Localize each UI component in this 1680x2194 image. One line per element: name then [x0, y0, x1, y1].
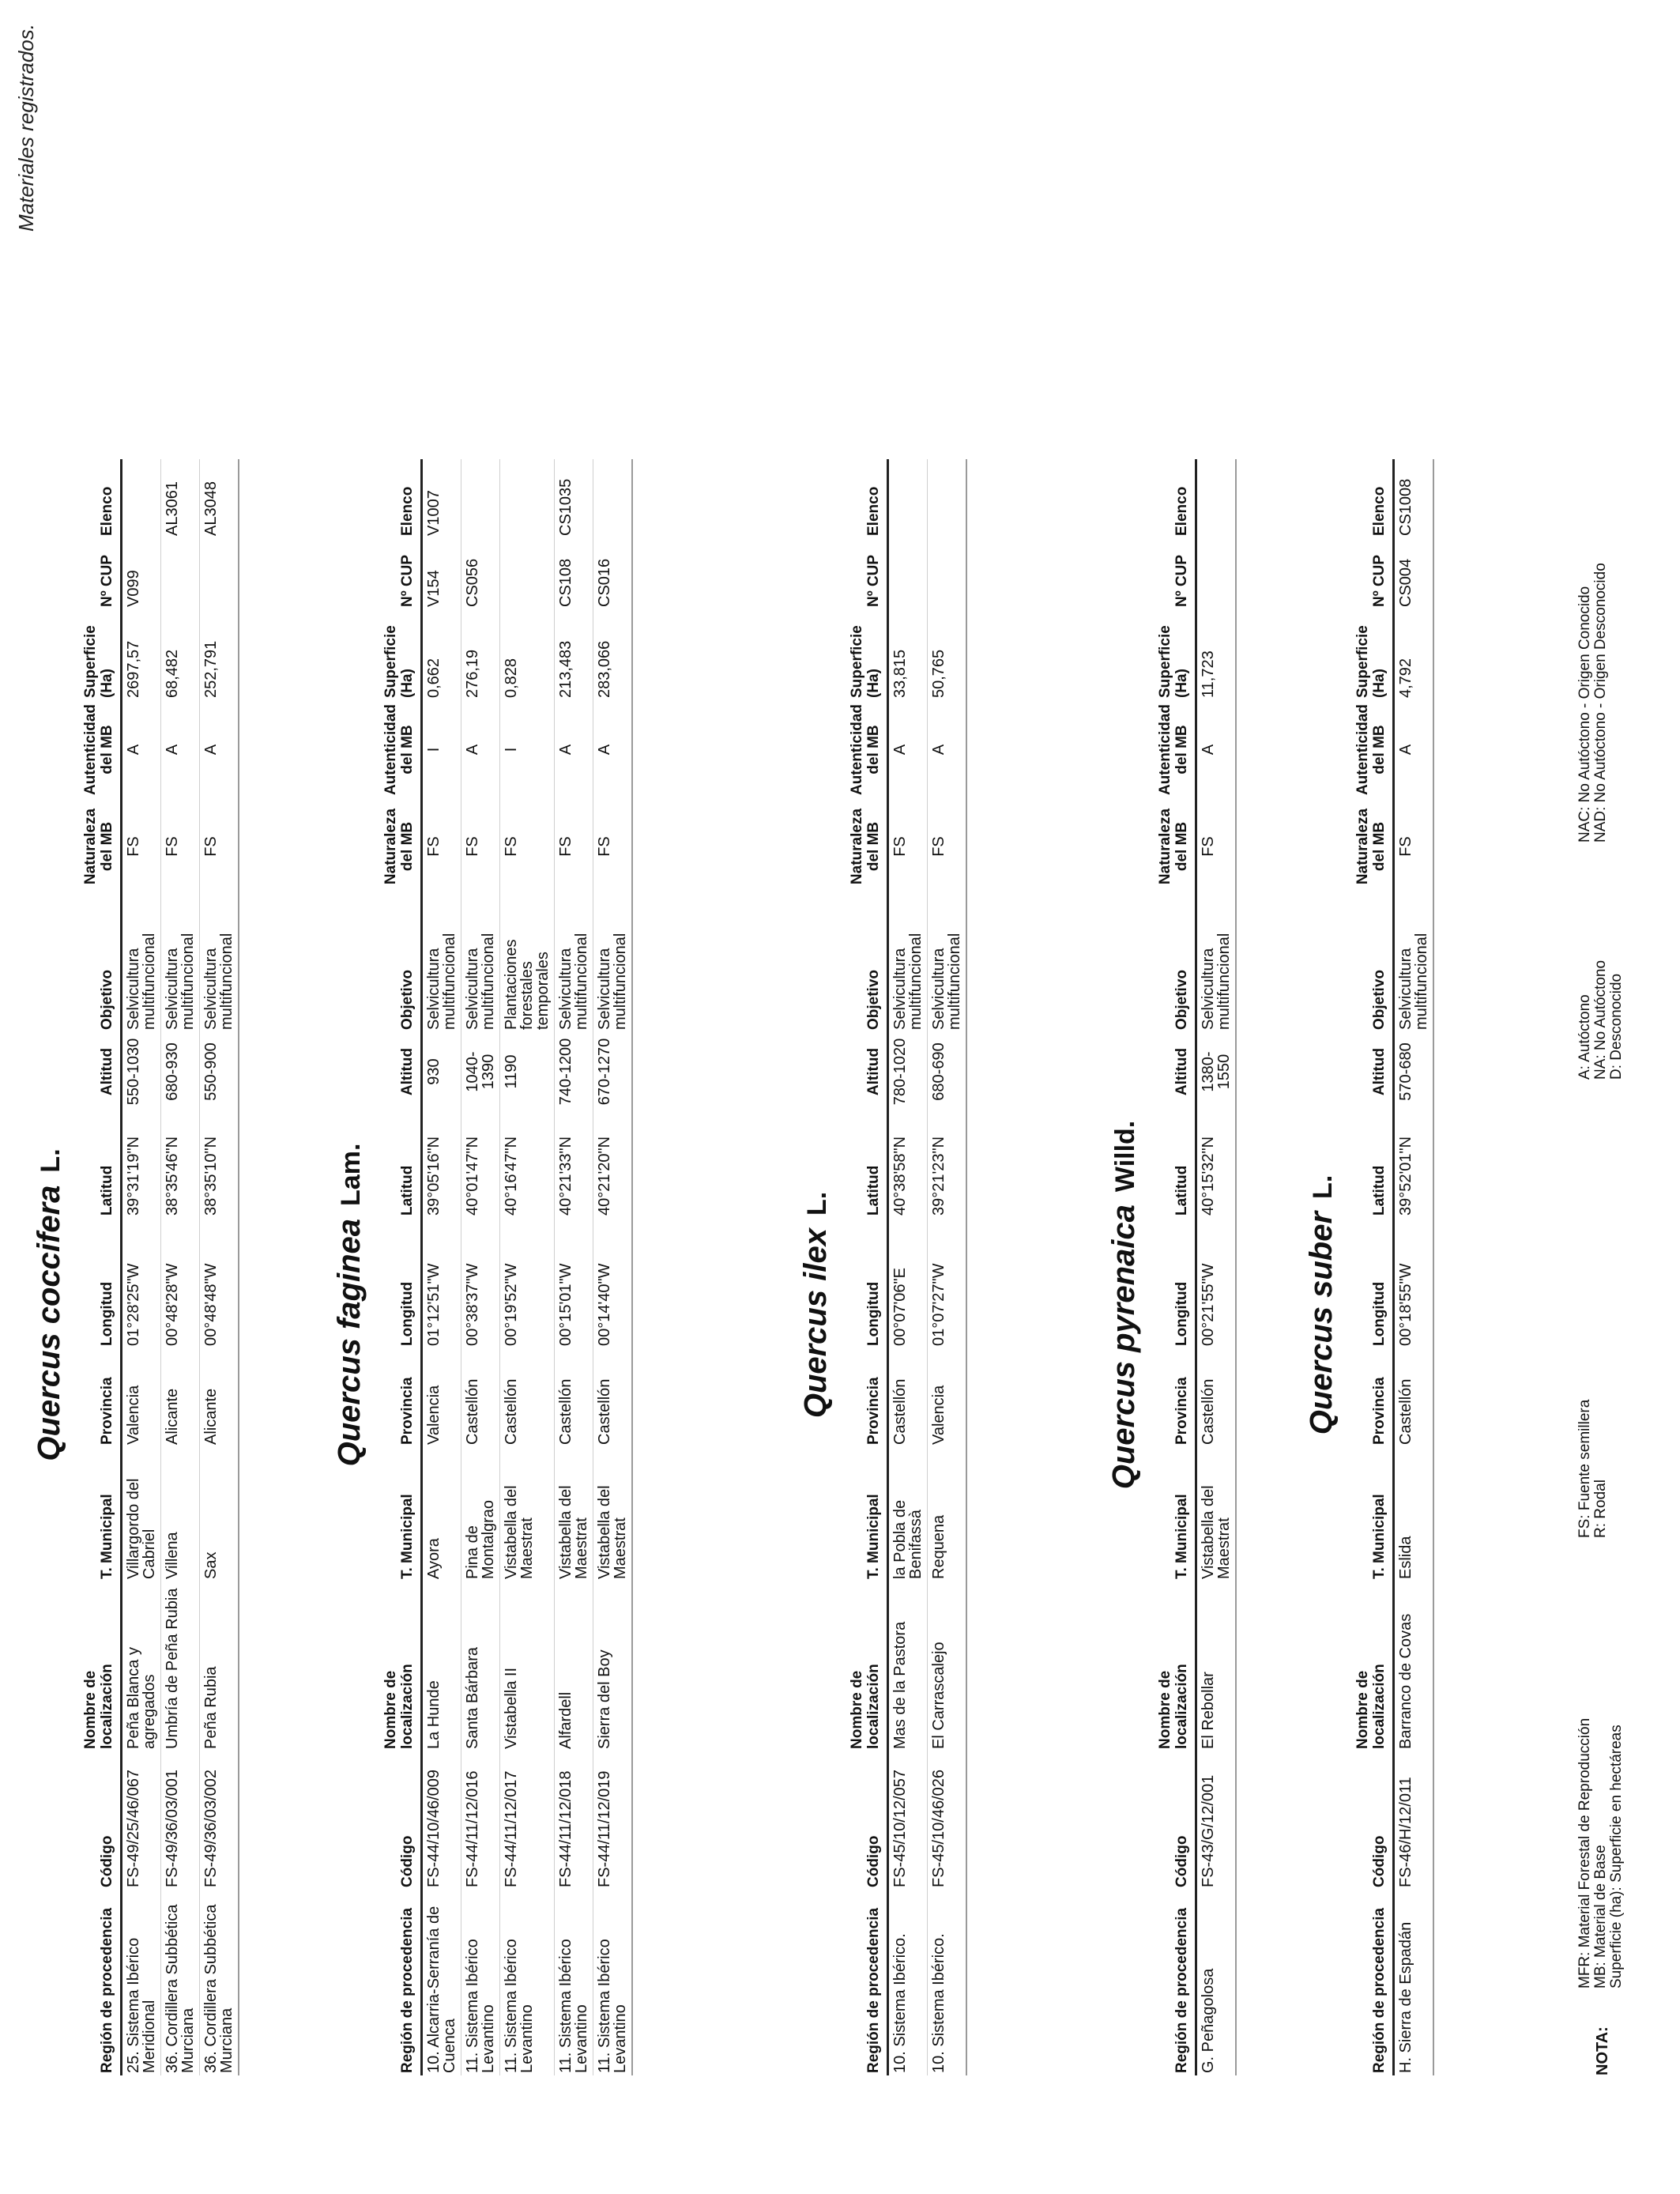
col-longitud-cell: 00°48'48"W	[202, 1263, 220, 1346]
col-superficie-cell: 213,483	[557, 640, 574, 698]
col-autenticidad-cell: A	[1397, 744, 1414, 756]
col-municipal-cell: Sax	[202, 1551, 220, 1579]
col-provincia-header: Provincia	[1173, 1377, 1190, 1445]
col-elenco-header: Elenco	[99, 486, 115, 536]
species-title	[332, 534, 382, 2075]
col-elenco-cell	[593, 459, 633, 538]
col-codigo-cell: FS-44/11/12/017	[503, 1770, 520, 1887]
col-municipal-cell: Vistabella del Maestrat	[596, 1485, 629, 1579]
col-superficie-header: Superficie (Ha)	[1354, 625, 1388, 698]
col-longitud-cell: 00°15'01"W	[557, 1263, 574, 1346]
col-objetivo-cell: Selvicultura multifuncional	[557, 933, 590, 1030]
col-longitud-header: Longitud	[1173, 1281, 1190, 1346]
col-codigo-cell: FS-49/36/03/001	[164, 1770, 181, 1887]
col-objetivo-cell: Selvicultura multifuncional	[891, 933, 925, 1030]
col-superficie-header: Superficie (Ha)	[1157, 625, 1190, 698]
col-latitud-cell: 39°31'19"N	[125, 1136, 142, 1216]
col-cup-cell	[1196, 538, 1237, 609]
col-cup-cell	[200, 538, 239, 609]
col-altitud-header: Altitud	[1173, 1047, 1190, 1096]
table-row	[888, 459, 928, 2075]
col-region-cell: 36. Cordillera Subbética Murciana	[164, 1904, 197, 2073]
col-cup-cell: CS108	[557, 558, 574, 607]
col-cup-cell: CS056	[464, 558, 481, 607]
col-latitud-cell: 39°21'23"N	[930, 1136, 947, 1216]
col-cup-header: Nº CUP	[1371, 554, 1388, 607]
col-latitud-cell: 40°01'47"N	[464, 1136, 481, 1216]
species-section	[1106, 486, 1237, 2075]
col-municipal-cell: Villena	[164, 1532, 181, 1579]
note-line: Superficie (ha): Superficie en hectáreas	[1608, 1725, 1625, 1989]
col-region-cell: 10. Sistema Ibérico.	[891, 1933, 909, 2073]
col-altitud-header: Altitud	[399, 1047, 416, 1096]
col-superficie-cell: 11,723	[1200, 650, 1217, 698]
col-nombre-header: Nombre de localización	[382, 1664, 416, 1749]
col-nombre-header: Nombre de localización	[849, 1664, 882, 1749]
col-altitud-cell: 680-690	[930, 1042, 947, 1101]
species-section	[1304, 478, 1434, 2075]
col-region-cell: H. Sierra de Espadán	[1397, 1921, 1414, 2073]
col-longitud-cell: 01°07'27"W	[930, 1263, 947, 1346]
col-objetivo-header: Objetivo	[1371, 969, 1388, 1030]
col-codigo-header: Código	[99, 1835, 115, 1887]
col-superficie-cell: 0,828	[503, 658, 520, 698]
species-title	[1304, 534, 1354, 2075]
col-objetivo-cell: Selvicultura multifuncional	[202, 933, 235, 1030]
materials-table	[849, 459, 967, 2075]
table-row	[593, 459, 633, 2075]
col-nombre-header: Nombre de localización	[1157, 1664, 1190, 1749]
col-elenco-cell	[1196, 459, 1237, 538]
col-provincia-cell: Castellón	[596, 1378, 613, 1445]
col-objetivo-header: Objetivo	[1173, 969, 1190, 1030]
col-codigo-cell: FS-44/10/46/009	[425, 1770, 443, 1887]
col-superficie-cell: 68,482	[164, 649, 181, 698]
col-region-cell: 36. Cordillera Subbética Murciana	[202, 1904, 235, 2073]
col-codigo-header: Código	[865, 1835, 882, 1887]
col-nombre-cell: Vistabella II	[503, 1667, 520, 1749]
col-objetivo-cell: Selvicultura multifuncional	[164, 933, 197, 1030]
col-provincia-header: Provincia	[399, 1377, 416, 1445]
col-nombre-cell: Alfardell	[557, 1691, 574, 1749]
table-row	[500, 459, 555, 2075]
col-superficie-header: Superficie (Ha)	[849, 625, 882, 698]
col-naturaleza-header: Naturaleza del MB	[382, 808, 416, 885]
note-line: R: Rodal	[1592, 1480, 1609, 1538]
col-nombre-cell: El Carrascalejo	[930, 1642, 947, 1749]
col-municipal-header: T. Municipal	[1173, 1494, 1190, 1579]
col-longitud-cell: 00°38'37"W	[464, 1263, 481, 1346]
col-longitud-cell: 00°19'52"W	[503, 1263, 520, 1346]
col-codigo-header: Código	[399, 1835, 416, 1887]
col-provincia-cell: Valencia	[930, 1385, 947, 1445]
species-title	[32, 534, 82, 2075]
col-cup-cell: CS004	[1397, 558, 1414, 607]
col-objetivo-cell: Selvicultura multifuncional	[425, 933, 458, 1030]
col-autenticidad-cell: A	[164, 744, 181, 756]
col-elenco-cell	[122, 459, 161, 538]
col-region-header: Región de procedencia	[399, 1907, 416, 2073]
table-row	[928, 459, 967, 2075]
col-codigo-header: Código	[1371, 1835, 1388, 1887]
col-nombre-cell: Santa Bárbara	[464, 1647, 481, 1749]
col-naturaleza-cell: FS	[557, 836, 574, 857]
col-region-cell: 11. Sistema Ibérico Levantino	[557, 1939, 590, 2073]
col-autenticidad-header: Autenticidad del MB	[849, 703, 882, 796]
col-cup-cell	[500, 538, 555, 609]
col-naturaleza-cell: FS	[425, 836, 443, 857]
col-codigo-cell: FS-44/11/12/019	[596, 1770, 613, 1887]
col-cup-header: Nº CUP	[399, 554, 416, 607]
col-longitud-cell: 00°14'40"W	[596, 1263, 613, 1346]
col-elenco-header: Elenco	[865, 486, 882, 536]
col-municipal-header: T. Municipal	[399, 1494, 416, 1579]
col-longitud-header: Longitud	[99, 1281, 115, 1346]
col-municipal-header: T. Municipal	[99, 1494, 115, 1579]
col-region-header: Región de procedencia	[865, 1907, 882, 2073]
col-objetivo-cell: Selvicultura multifuncional	[1397, 933, 1430, 1030]
col-codigo-cell: FS-49/36/03/002	[202, 1770, 220, 1887]
col-autenticidad-header: Autenticidad del MB	[1354, 703, 1388, 796]
col-latitud-cell: 39°52'01"N	[1397, 1136, 1414, 1216]
col-objetivo-cell: Plantaciones forestales temporales	[503, 939, 552, 1030]
col-longitud-header: Longitud	[865, 1281, 882, 1346]
col-objetivo-cell: Selvicultura multifuncional	[464, 933, 497, 1030]
col-altitud-cell: 550-1030	[125, 1038, 142, 1106]
species-author: L.	[802, 1191, 832, 1216]
species-author: L.	[36, 1148, 66, 1173]
col-provincia-cell: Alicante	[202, 1388, 220, 1445]
col-naturaleza-cell: FS	[125, 836, 142, 857]
table-row	[461, 459, 500, 2075]
col-autenticidad-cell: A	[557, 744, 574, 756]
col-longitud-cell: 00°48'28"W	[164, 1263, 181, 1346]
materials-table	[1157, 459, 1237, 2075]
col-altitud-header: Altitud	[865, 1047, 882, 1096]
col-altitud-cell: 670-1270	[596, 1038, 613, 1106]
col-provincia-cell: Castellón	[891, 1378, 909, 1445]
col-cup-cell	[161, 538, 200, 609]
header-row	[82, 459, 122, 2075]
col-longitud-header: Longitud	[1371, 1281, 1388, 1346]
col-municipal-header: T. Municipal	[865, 1494, 882, 1579]
col-autenticidad-cell: A	[125, 744, 142, 756]
col-municipal-cell: Pina de Montalgrao	[464, 1499, 497, 1579]
col-superficie-cell: 252,791	[202, 640, 220, 698]
col-elenco-header: Elenco	[1371, 486, 1388, 536]
col-superficie-cell: 50,765	[930, 649, 947, 698]
col-objetivo-cell: Selvicultura multifuncional	[1200, 933, 1233, 1030]
species-title	[798, 534, 849, 2075]
notes-block	[1573, 258, 1659, 2075]
table-row	[555, 459, 593, 2075]
note-line: NA: No Autóctono	[1592, 959, 1609, 1080]
col-elenco-cell: AL3048	[202, 481, 220, 536]
col-longitud-header: Longitud	[399, 1281, 416, 1346]
col-superficie-cell: 0,662	[425, 658, 443, 698]
col-nombre-header: Nombre de localización	[1354, 1664, 1388, 1749]
col-longitud-cell: 00°21'55"W	[1200, 1263, 1217, 1346]
col-provincia-cell: Castellón	[1200, 1378, 1217, 1445]
col-region-cell: G. Peñagolosa	[1200, 1968, 1217, 2073]
col-autenticidad-cell: I	[503, 747, 520, 752]
col-cup-cell: V099	[125, 570, 142, 607]
col-region-header: Región de procedencia	[99, 1907, 115, 2073]
species-name: Quercus suber	[1304, 1211, 1339, 1435]
col-naturaleza-cell: FS	[503, 836, 520, 857]
col-latitud-cell: 40°21'20"N	[596, 1136, 613, 1216]
species-section	[332, 478, 633, 2075]
col-autenticidad-cell: A	[891, 744, 909, 756]
col-naturaleza-cell: FS	[596, 836, 613, 857]
col-naturaleza-header: Naturaleza del MB	[849, 808, 882, 885]
col-latitud-cell: 40°15'32"N	[1200, 1136, 1217, 1216]
col-cup-header: Nº CUP	[99, 554, 115, 607]
col-naturaleza-header: Naturaleza del MB	[82, 808, 115, 885]
col-latitud-header: Latitud	[865, 1165, 882, 1216]
col-nombre-cell: La Hunde	[425, 1680, 443, 1749]
table-row	[161, 459, 200, 2075]
col-provincia-header: Provincia	[99, 1377, 115, 1445]
col-elenco-cell: CS1008	[1397, 478, 1414, 536]
col-elenco-cell: CS1035	[557, 478, 574, 536]
col-altitud-cell: 740-1200	[557, 1038, 574, 1106]
col-naturaleza-cell: FS	[930, 836, 947, 857]
col-elenco-cell	[928, 459, 967, 538]
header-note: Materiales registrados.	[14, 24, 38, 232]
table-row	[122, 459, 161, 2075]
col-region-header: Región de procedencia	[1371, 1907, 1388, 2073]
notes-col-abbreviations	[1577, 1718, 1625, 1989]
col-longitud-cell: 01°28'25"W	[125, 1263, 142, 1346]
col-elenco-cell: AL3061	[164, 481, 181, 536]
header-row	[382, 459, 422, 2075]
col-autenticidad-header: Autenticidad del MB	[82, 703, 115, 796]
table-row	[422, 459, 461, 2075]
notes-col-origin	[1577, 563, 1609, 843]
col-region-cell: 25. Sistema Ibérico Meridional	[125, 1937, 158, 2073]
col-objetivo-cell: Selvicultura multifuncional	[930, 933, 963, 1030]
col-objetivo-header: Objetivo	[399, 969, 416, 1030]
col-elenco-cell	[888, 459, 928, 538]
col-naturaleza-header: Naturaleza del MB	[1157, 808, 1190, 885]
col-latitud-cell: 38°35'46"N	[164, 1136, 181, 1216]
species-name: Quercus pyrenaica	[1106, 1204, 1141, 1490]
col-altitud-header: Altitud	[99, 1047, 115, 1096]
col-cup-header: Nº CUP	[1173, 554, 1190, 607]
col-nombre-cell: Mas de la Pastora	[891, 1621, 909, 1749]
col-elenco-header: Elenco	[399, 486, 416, 536]
header-row	[1354, 459, 1394, 2075]
note-line: A: Autóctono	[1576, 994, 1593, 1080]
col-municipal-cell: Requena	[930, 1514, 947, 1579]
species-title	[1106, 534, 1157, 2075]
col-provincia-header: Provincia	[1371, 1377, 1388, 1445]
col-latitud-cell: 40°21'33"N	[557, 1136, 574, 1216]
col-latitud-header: Latitud	[99, 1165, 115, 1216]
col-naturaleza-cell: FS	[1397, 836, 1414, 857]
col-region-header: Región de procedencia	[1173, 1907, 1190, 2073]
col-codigo-cell: FS-46/H/12/011	[1397, 1777, 1414, 1887]
col-cup-cell	[888, 538, 928, 609]
col-nombre-cell: El Rebollar	[1200, 1672, 1217, 1749]
table-row	[1196, 459, 1237, 2075]
col-autenticidad-cell: A	[1200, 744, 1217, 756]
col-provincia-cell: Castellón	[557, 1378, 574, 1445]
col-region-cell: 11. Sistema Ibérico Levantino	[503, 1939, 536, 2073]
col-objetivo-header: Objetivo	[99, 969, 115, 1030]
notes-label: NOTA:	[1594, 2026, 1611, 2075]
col-altitud-cell: 930	[425, 1058, 443, 1085]
col-altitud-cell: 570-680	[1397, 1042, 1414, 1101]
col-provincia-cell: Valencia	[425, 1385, 443, 1445]
col-latitud-cell: 38°35'10"N	[202, 1136, 220, 1216]
col-altitud-cell: 1380-1550	[1200, 1051, 1233, 1092]
header-row	[1157, 459, 1196, 2075]
col-altitud-cell: 1190	[503, 1054, 520, 1089]
col-longitud-cell: 01°12'51"W	[425, 1263, 443, 1346]
col-codigo-cell: FS-43/G/12/001	[1200, 1774, 1217, 1887]
col-longitud-cell: 00°18'55"W	[1397, 1263, 1414, 1346]
materials-table	[1354, 459, 1434, 2075]
species-section	[32, 481, 239, 2075]
col-municipal-header: T. Municipal	[1371, 1494, 1388, 1579]
col-naturaleza-cell: FS	[202, 836, 220, 857]
col-naturaleza-cell: FS	[891, 836, 909, 857]
materials-table	[382, 459, 633, 2075]
col-latitud-cell: 40°16'47"N	[503, 1136, 520, 1216]
col-nombre-header: Nombre de localización	[82, 1664, 115, 1749]
note-line: NAC: No Autóctono - Origen Conocido	[1576, 586, 1593, 843]
col-cup-cell: CS016	[596, 558, 613, 607]
col-municipal-cell: Villargordo del Cabriel	[125, 1478, 158, 1579]
col-altitud-cell: 550-900	[202, 1042, 220, 1101]
species-author: Willd.	[1110, 1120, 1140, 1193]
species-name: Quercus coccifera	[32, 1185, 66, 1461]
col-region-cell: 11. Sistema Ibérico Levantino	[464, 1939, 497, 2073]
col-municipal-cell: Ayora	[425, 1538, 443, 1579]
col-nombre-cell: Umbría de Peña Rubia	[164, 1588, 181, 1749]
col-autenticidad-cell: A	[596, 744, 613, 756]
col-nombre-cell: Peña Rubia	[202, 1666, 220, 1749]
col-nombre-cell: Barranco de Covas	[1397, 1613, 1414, 1749]
col-latitud-cell: 40°38'58"N	[891, 1136, 909, 1216]
col-superficie-header: Superficie (Ha)	[382, 625, 416, 698]
col-provincia-cell: Valencia	[125, 1385, 142, 1445]
col-provincia-cell: Castellón	[464, 1378, 481, 1445]
col-naturaleza-cell: FS	[464, 836, 481, 857]
col-cup-cell: V154	[425, 570, 443, 607]
col-cup-cell	[928, 538, 967, 609]
col-region-cell: 10. Alcarria-Serranía de Cuenca	[425, 1906, 458, 2073]
col-municipal-cell: Vistabella del Maestrat	[1200, 1485, 1233, 1579]
notes-col-nature	[1577, 1400, 1609, 1538]
col-municipal-cell: Vistabella del Maestrat	[503, 1485, 536, 1579]
col-codigo-cell: FS-44/11/12/016	[464, 1770, 481, 1887]
col-codigo-cell: FS-45/10/46/026	[930, 1770, 947, 1887]
note-line: MFR: Material Forestal de Reproducción	[1576, 1717, 1593, 1989]
col-superficie-header: Superficie (Ha)	[82, 625, 115, 698]
col-superficie-cell: 2697,57	[125, 640, 142, 698]
col-objetivo-header: Objetivo	[865, 969, 882, 1030]
col-elenco-cell	[461, 459, 500, 538]
col-altitud-header: Altitud	[1371, 1047, 1388, 1096]
col-codigo-cell: FS-45/10/12/057	[891, 1770, 909, 1887]
col-naturaleza-header: Naturaleza del MB	[1354, 808, 1388, 885]
col-municipal-cell: la Pobla de Benifassà	[891, 1499, 925, 1579]
col-latitud-header: Latitud	[399, 1165, 416, 1216]
col-provincia-header: Provincia	[865, 1377, 882, 1445]
note-line: NAD: No Autóctono - Origen Desconocido	[1592, 563, 1609, 843]
col-superficie-cell: 283,066	[596, 640, 613, 698]
col-provincia-cell: Castellón	[503, 1378, 520, 1445]
col-codigo-cell: FS-44/11/12/018	[557, 1770, 574, 1887]
species-name: Quercus ilex	[798, 1228, 833, 1419]
note-line: FS: Fuente semillera	[1576, 1399, 1593, 1538]
col-autenticidad-cell: A	[464, 744, 481, 756]
col-codigo-cell: FS-49/25/46/067	[125, 1770, 142, 1887]
col-nombre-cell: Peña Blanca y agregados	[125, 1647, 158, 1749]
col-autenticidad-header: Autenticidad del MB	[1157, 703, 1190, 796]
col-superficie-cell: 276,19	[464, 649, 481, 698]
col-objetivo-cell: Selvicultura multifuncional	[125, 933, 158, 1030]
col-elenco-cell	[500, 459, 555, 538]
col-provincia-cell: Alicante	[164, 1388, 181, 1445]
col-elenco-header: Elenco	[1173, 486, 1190, 536]
col-region-cell: 11. Sistema Ibérico Levantino	[596, 1939, 629, 2073]
note-line: D: Desconocido	[1608, 973, 1625, 1080]
col-latitud-header: Latitud	[1371, 1165, 1388, 1216]
col-objetivo-cell: Selvicultura multifuncional	[596, 933, 629, 1030]
table-row	[1394, 459, 1434, 2075]
col-latitud-cell: 39°05'16"N	[425, 1136, 443, 1216]
col-municipal-cell: Eslida	[1397, 1536, 1414, 1579]
col-longitud-cell: 00°07'06"E	[891, 1268, 909, 1346]
header-row	[849, 459, 888, 2075]
notes-col-authenticity	[1577, 960, 1625, 1080]
col-superficie-cell: 33,815	[891, 649, 909, 698]
col-cup-header: Nº CUP	[865, 554, 882, 607]
col-naturaleza-cell: FS	[1200, 836, 1217, 857]
col-autenticidad-cell: I	[425, 747, 443, 752]
species-section	[798, 486, 967, 2075]
col-superficie-cell: 4,792	[1397, 658, 1414, 698]
col-codigo-header: Código	[1173, 1835, 1190, 1887]
col-provincia-cell: Castellón	[1397, 1378, 1414, 1445]
col-nombre-cell: Sierra del Boy	[596, 1649, 613, 1749]
species-author: L.	[1308, 1174, 1338, 1199]
col-altitud-cell: 680-930	[164, 1042, 181, 1101]
note-line: MB: Material de Base	[1592, 1845, 1609, 1989]
col-autenticidad-header: Autenticidad del MB	[382, 703, 416, 796]
col-elenco-cell: V1007	[425, 490, 443, 536]
species-name: Quercus faginea	[332, 1218, 367, 1467]
col-latitud-header: Latitud	[1173, 1165, 1190, 1216]
species-author: Lam.	[336, 1143, 366, 1206]
materials-table	[82, 459, 239, 2075]
col-municipal-cell: Vistabella del Maestrat	[557, 1485, 590, 1579]
col-autenticidad-cell: A	[930, 744, 947, 756]
col-region-cell: 10. Sistema Ibérico.	[930, 1933, 947, 2073]
col-naturaleza-cell: FS	[164, 836, 181, 857]
table-row	[200, 459, 239, 2075]
col-autenticidad-cell: A	[202, 744, 220, 756]
col-altitud-cell: 1040-1390	[464, 1051, 497, 1092]
col-altitud-cell: 780-1020	[891, 1038, 909, 1106]
